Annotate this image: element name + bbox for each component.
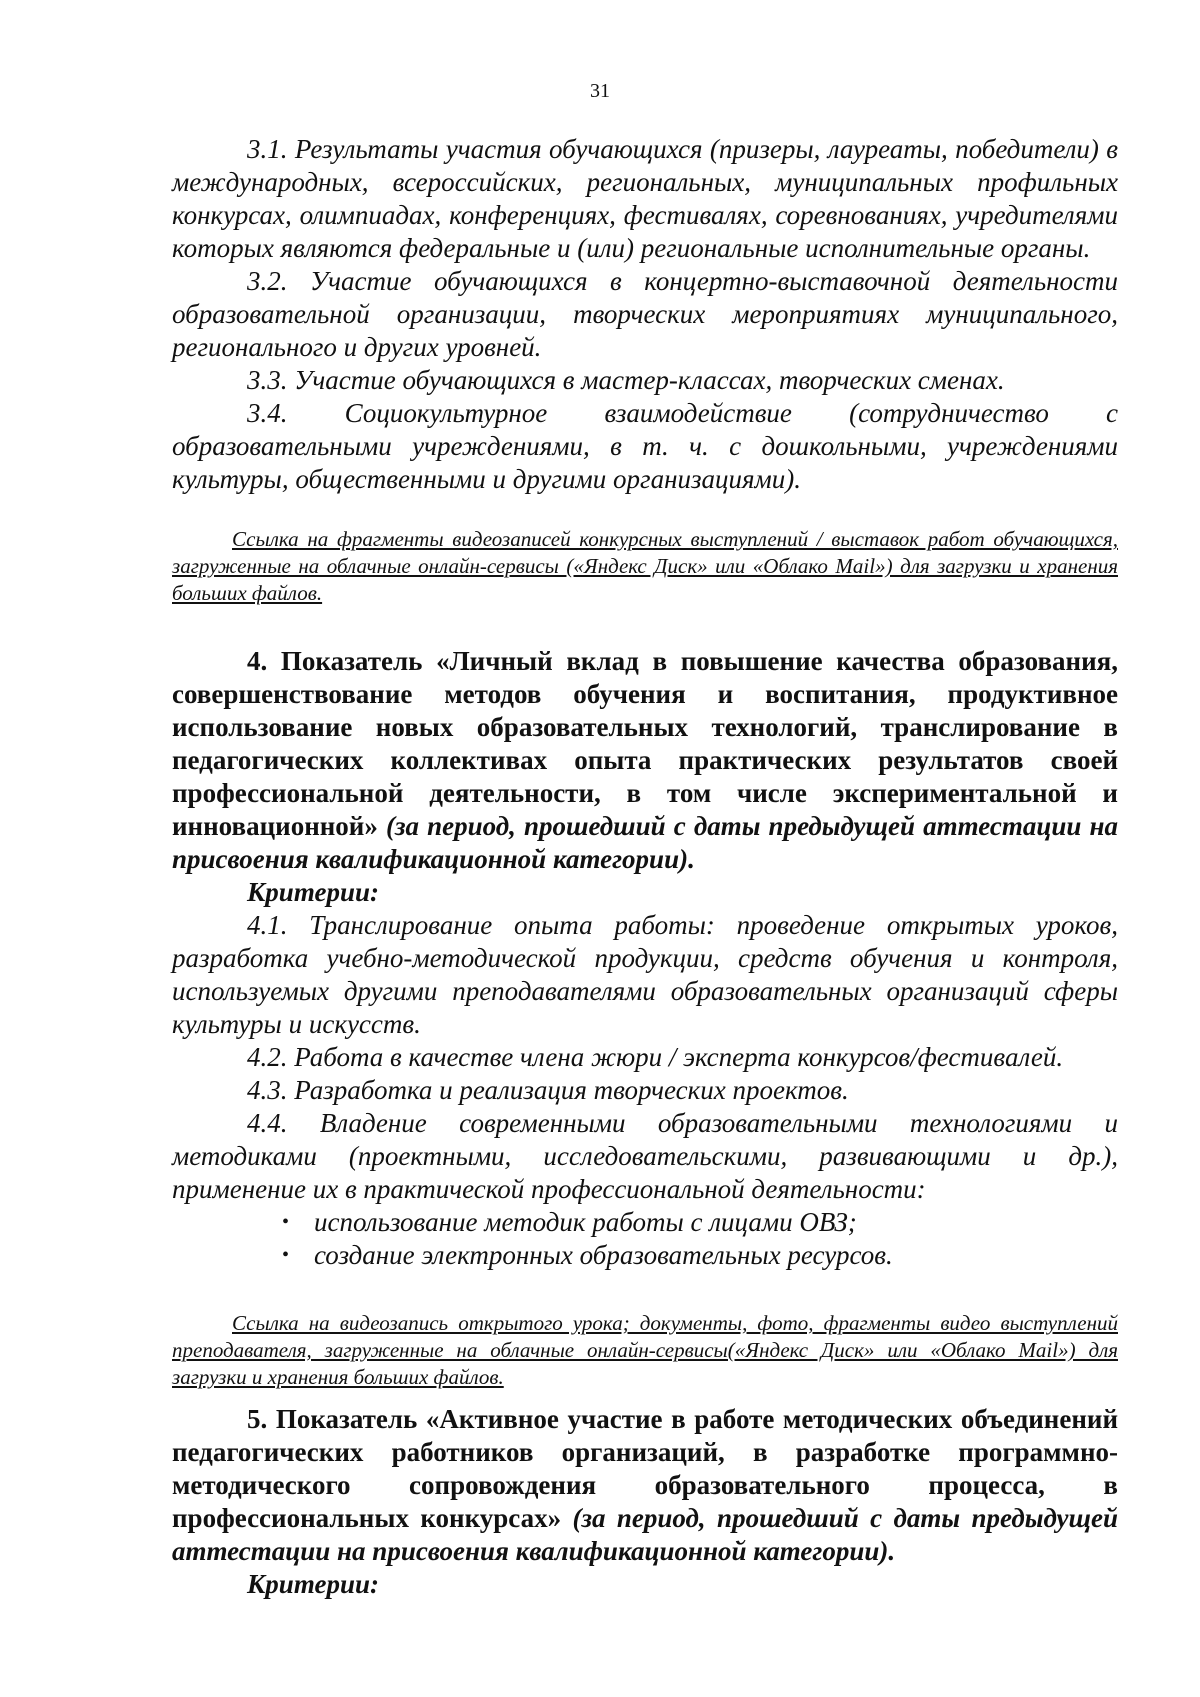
bullet-icon: • [282,1244,290,1266]
criterion-4-3: 4.3. Разработка и реализация творческих проектов. [247,1075,849,1105]
section-5-heading-title: 5. Показатель «Активное участие в работе методических объединений педагогических работников организаций, в разработке программно-методического сопровождения образовательного процесса, в профессиональных конкурсах» [172,1404,1118,1533]
section-4-link-note: Ссылка на видеозапись открытого урока; документы, фото, фрагменты видео выступлений преподавателя, загруженные на облачные онлайн-сервисы(«Яндекс Диск» или «Облако Mail») для загрузки и хранения больших файлов. [172,1311,1118,1389]
section-5-criteria-label: Критерии: [247,1569,379,1599]
section-4 [172,645,1118,1391]
criterion-3-4: 3.4. Социокультурное взаимодействие (сотрудничество с образовательными учреждениями, в т. ч. с дошкольными, учреждениями культуры, общественными и другими организациями). [172,398,1118,494]
criterion-3-3: 3.3. Участие обучающихся в мастер-классах, творческих сменах. [247,365,1005,395]
section-5-heading-period: (за период, прошедший с даты предыдущей аттестации на присвоения квалификационной категории). [172,1503,1118,1566]
bullet-text: создание электронных образовательных ресурсов. [314,1240,893,1270]
section-4-heading [172,645,1118,876]
section-3-link-note: Ссылка на фрагменты видеозаписей конкурсных выступлений / выставок работ обучающихся, загруженные на облачные онлайн-сервисы («Яндекс Диск» или «Облако Mail») для загрузки и хранения больших файлов. [172,527,1118,605]
list-item [172,1239,1118,1272]
section-4-criteria-label: Критерии: [247,877,379,907]
bullet-icon: • [282,1211,290,1233]
document-body [172,133,1118,1601]
section-5-heading [172,1403,1118,1568]
criterion-4-4: 4.4. Владение современными образовательными технологиями и методиками (проектными, исследовательскими, развивающими и др.), применение их в практической профессиональной деятельности: [172,1108,1118,1204]
bullet-text: использование методик работы с лицами ОВЗ; [314,1207,857,1237]
list-item [172,1206,1118,1239]
criterion-4-2: 4.2. Работа в качестве члена жюри / эксперта конкурсов/фестивалей. [247,1042,1064,1072]
section-4-heading-title: 4. Показатель «Личный вклад в повышение качества образования, совершенствование методов обучения и воспитания, продуктивное использование новых образовательных технологий, транслирование в педагогических коллективах опыта практических результатов своей профессиональной деятельности, в том числе экспериментальной и инновационной» [172,646,1118,841]
criterion-4-4-bullet-list [172,1206,1118,1272]
criterion-3-2: 3.2. Участие обучающихся в концертно-выставочной деятельности образовательной организации, творческих мероприятиях муниципального, регионального и других уровней. [172,266,1118,362]
section-5 [172,1403,1118,1601]
criterion-3-1: 3.1. Результаты участия обучающихся (призеры, лауреаты, победители) в международных, всероссийских, региональных, муниципальных профильных конкурсах, олимпиадах, конференциях, фестивалях, соревнованиях, учредителями которых являются федеральные и (или) региональные исполнительные органы. [172,134,1118,263]
section-3-criteria [172,133,1118,607]
criterion-4-1: 4.1. Транслирование опыта работы: проведение открытых уроков, разработка учебно-методической продукции, средств обучения и контроля, используемых другими преподавателями образовательных организаций сферы культуры и искусств. [172,910,1118,1039]
section-4-heading-period: (за период, прошедший с даты предыдущей аттестации на присвоения квалификационной категории). [172,811,1118,874]
page-number: 31 [590,80,610,102]
